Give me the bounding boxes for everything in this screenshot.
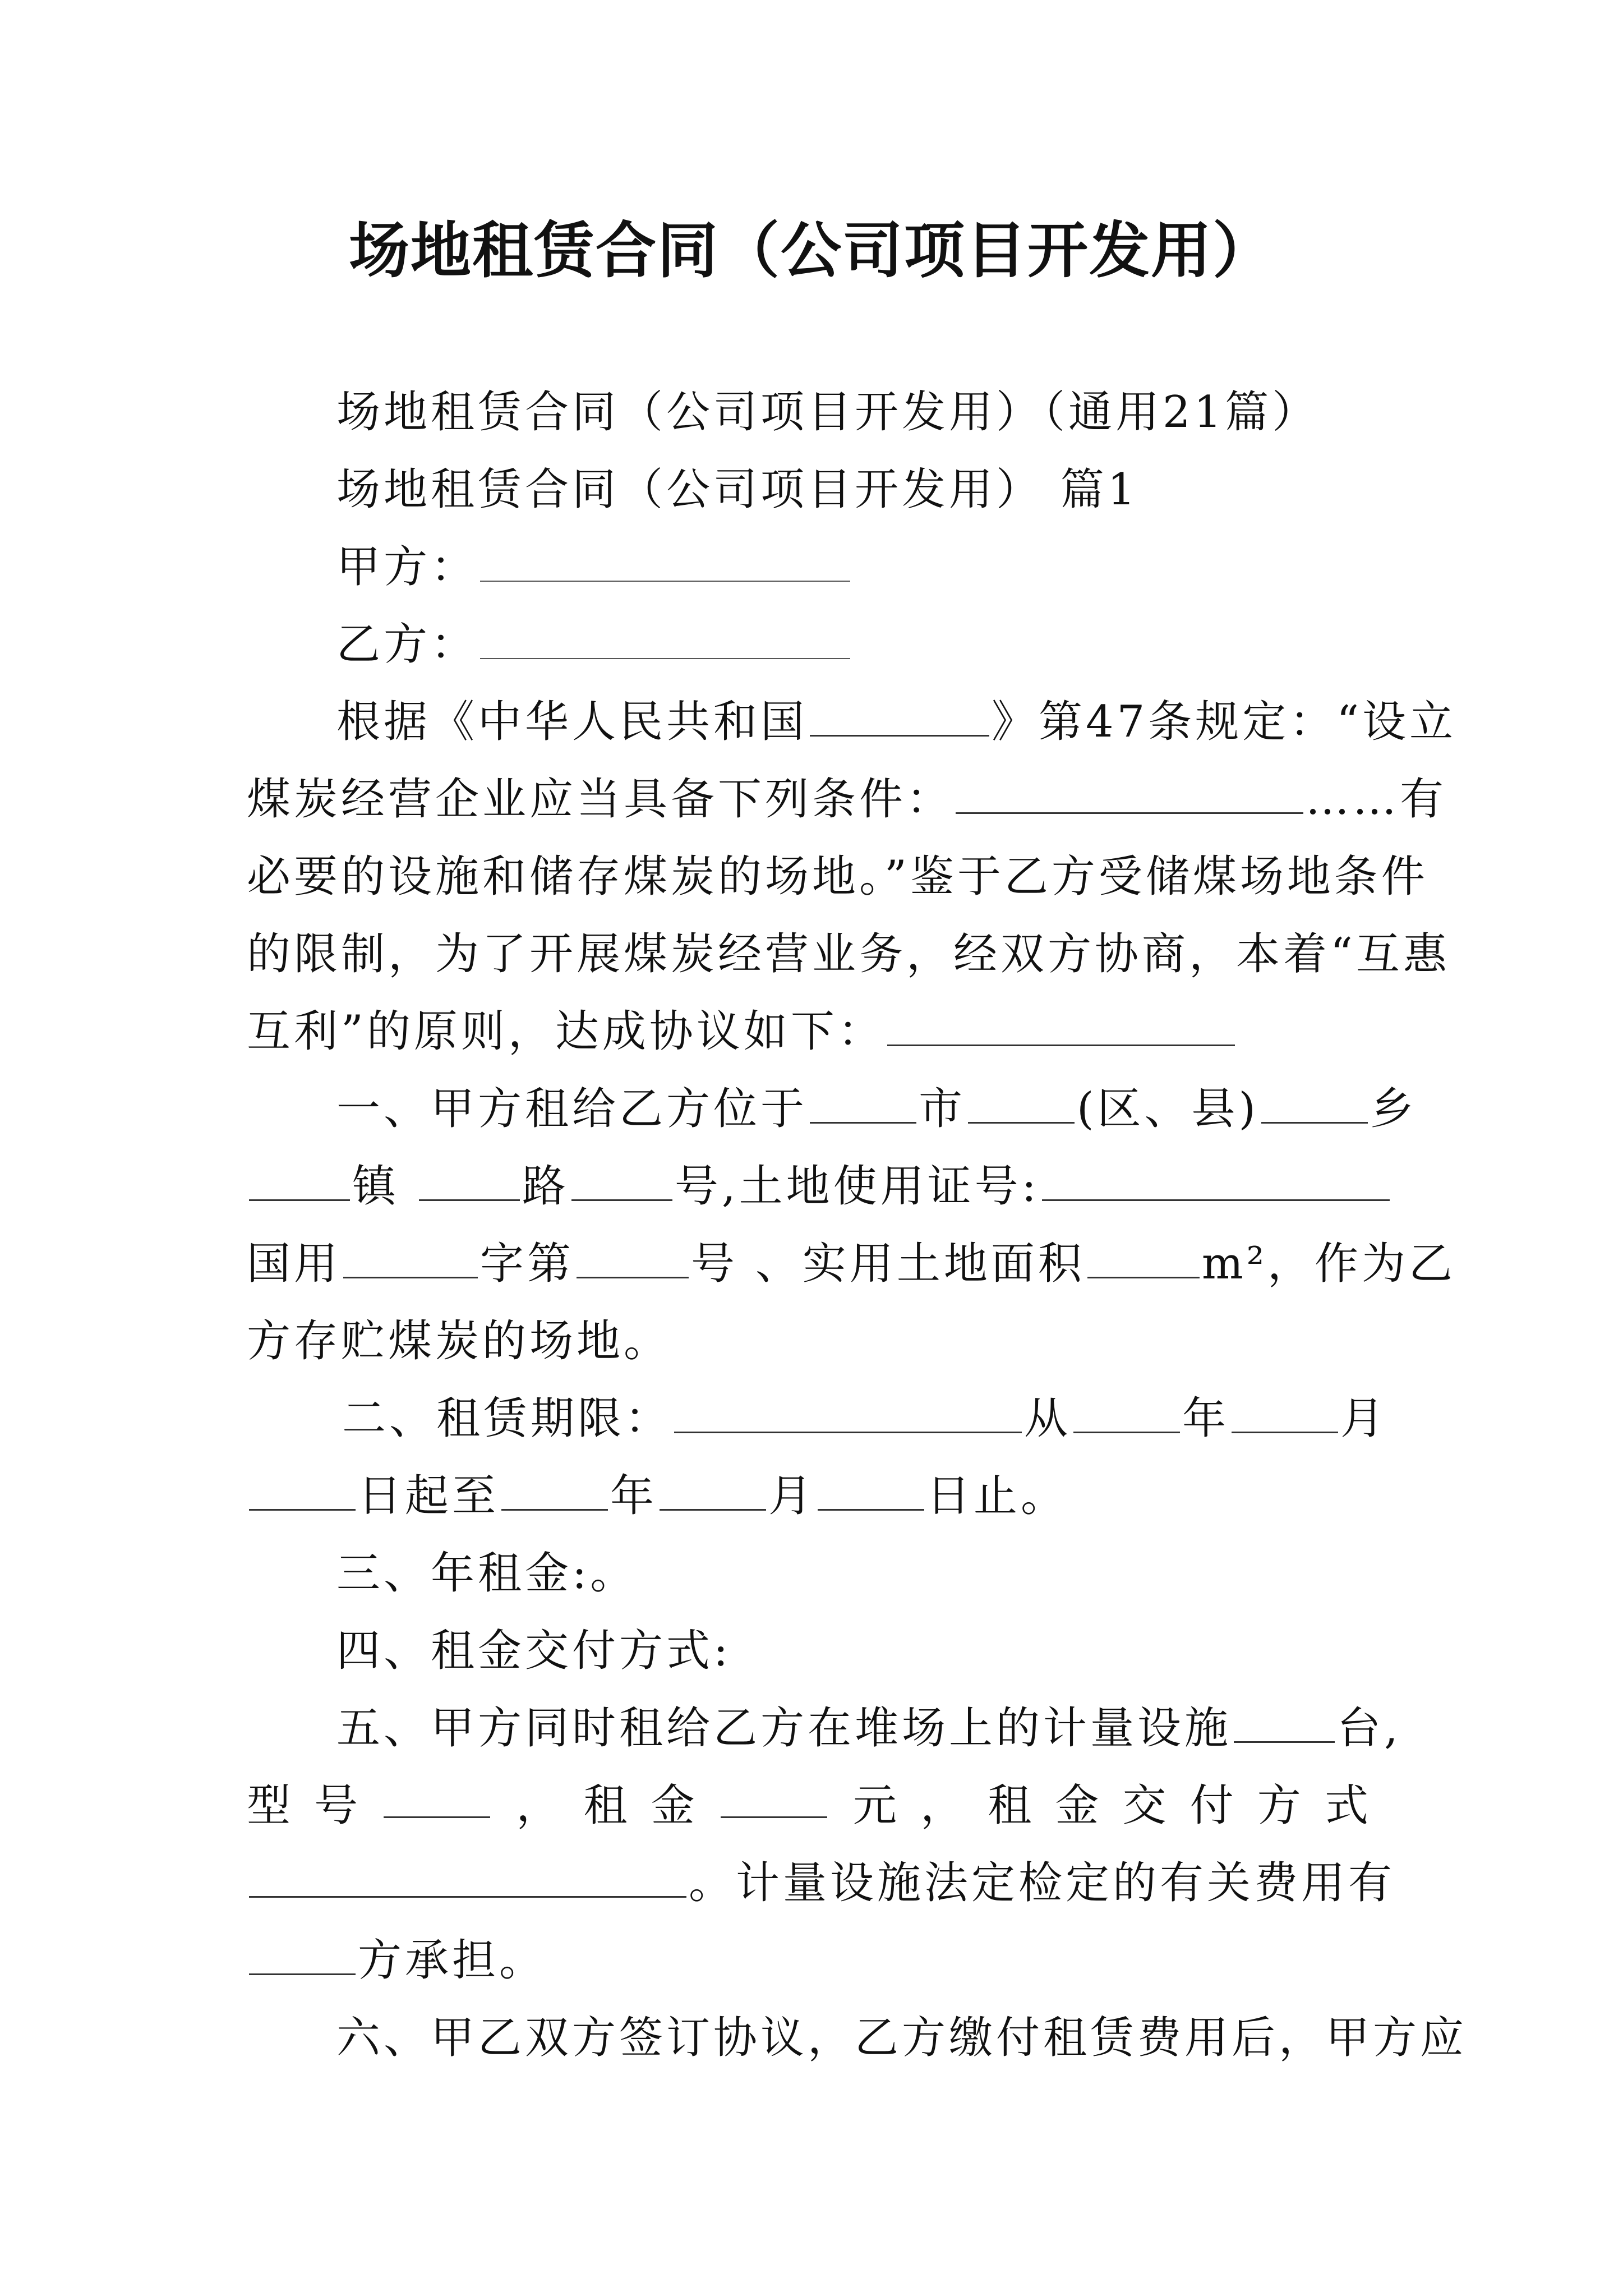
clause-text: 租 xyxy=(583,1780,628,1831)
law-name-blank xyxy=(810,693,989,737)
clause-text: 年 xyxy=(610,1471,658,1521)
conditions-blank xyxy=(956,771,1303,814)
clause-text: 付 xyxy=(1189,1780,1234,1831)
party-b-line xyxy=(336,614,852,675)
clause-text: 国用 xyxy=(247,1239,342,1289)
clause-3: 三、年租金:。 xyxy=(336,1548,638,1599)
clause-text: 路 xyxy=(522,1161,569,1212)
document-title: 场地租赁合同（公司项目开发用） xyxy=(348,215,1274,286)
party-a-line xyxy=(336,536,852,598)
clause-text: 五、甲方同时租给乙方在堆场上的计量设施 xyxy=(336,1703,1232,1754)
term-blank xyxy=(674,1390,1022,1433)
intro-text: 互利”的原则，达成协议如下： xyxy=(247,1006,885,1057)
payment-method-blank xyxy=(249,1855,686,1898)
clause-5-line-4 xyxy=(247,1930,546,1991)
end-day-blank xyxy=(818,1467,924,1511)
clause-text: 乡 xyxy=(1370,1084,1417,1134)
clause-text: 日起至 xyxy=(358,1471,500,1521)
clause-text: 日止。 xyxy=(926,1471,1068,1521)
clause-text: 月 xyxy=(1340,1393,1388,1444)
town-blank xyxy=(249,1158,350,1201)
clause-2-line-1 xyxy=(342,1388,1387,1450)
clause-text: ， xyxy=(516,1780,560,1831)
township-blank xyxy=(1261,1080,1368,1124)
model-blank xyxy=(384,1775,490,1818)
clause-text: (区、县) xyxy=(1077,1084,1259,1134)
clause-text: 字第 xyxy=(480,1239,575,1289)
clause-text: 方承担。 xyxy=(358,1935,547,1986)
device-count-blank xyxy=(1234,1700,1335,1743)
document-subtitle: 场地租赁合同（公司项目开发用）（通用21篇） xyxy=(336,387,1320,438)
clause-text: 市 xyxy=(919,1084,966,1134)
clause-text: 二、租赁期限： xyxy=(342,1393,672,1444)
serial-blank xyxy=(577,1235,689,1278)
intro-text: 根据《中华人民共和国 xyxy=(336,697,808,747)
section-heading: 场地租赁合同（公司项目开发用） 篇1 xyxy=(336,464,1139,515)
intro-line-5 xyxy=(247,1001,1237,1062)
intro-text: 》第47条规定：“设立 xyxy=(992,697,1457,747)
clause-text: 。计量设施法定检定的有关费用有 xyxy=(689,1858,1396,1908)
intro-text: ……有 xyxy=(1306,774,1447,825)
clause-6: 六、甲乙双方签订协议，乙方缴付租赁费用后，甲方应 xyxy=(336,2013,1468,2063)
end-year-blank xyxy=(501,1467,608,1511)
area-blank xyxy=(1087,1235,1200,1278)
clause-2-line-2 xyxy=(247,1465,1068,1527)
clause-5-line-2 xyxy=(247,1775,1368,1837)
clause-text: 镇 xyxy=(352,1161,400,1212)
party-a-label: 甲方： xyxy=(336,542,478,592)
road-blank xyxy=(419,1158,520,1201)
intro-line-4: 的限制，为了开展煤炭经营业务，经双方协商，本着“互惠 xyxy=(247,929,1450,979)
clause-text: 式 xyxy=(1324,1780,1368,1831)
guoyong-blank xyxy=(343,1235,478,1278)
clause-5-line-3 xyxy=(247,1852,1395,1914)
intro-line-2 xyxy=(247,769,1447,830)
clause-text: 台, xyxy=(1337,1703,1401,1754)
clause-text: 号 xyxy=(314,1780,358,1831)
clause-text: 金 xyxy=(1055,1780,1099,1831)
clause-text: 号,土地使用证号: xyxy=(674,1161,1040,1212)
clause-text: 年 xyxy=(1182,1393,1230,1444)
clause-text: 租 xyxy=(988,1780,1032,1831)
clause-text: 型 xyxy=(247,1780,291,1831)
land-cert-blank xyxy=(1042,1158,1390,1201)
district-blank xyxy=(968,1080,1075,1124)
clause-text: 交 xyxy=(1122,1780,1166,1831)
clause-text: m²，作为乙 xyxy=(1201,1239,1456,1289)
agreement-blank xyxy=(887,1003,1235,1046)
rent-amount-blank xyxy=(721,1775,827,1818)
clause-text: 从 xyxy=(1024,1393,1072,1444)
number-blank xyxy=(571,1158,672,1201)
intro-line-1 xyxy=(336,691,1456,753)
clause-text: 号 、实用土地面积 xyxy=(691,1239,1085,1289)
clause-text: 一、甲方租给乙方位于 xyxy=(336,1084,808,1134)
party-b-blank xyxy=(480,616,850,659)
intro-text: 煤炭经营企业应当具备下列条件： xyxy=(247,774,954,825)
start-month-blank xyxy=(1232,1390,1338,1433)
city-blank xyxy=(810,1080,916,1124)
clause-text: 方 xyxy=(1257,1780,1301,1831)
clause-1-line-1 xyxy=(336,1078,1417,1140)
intro-line-3: 必要的设施和储存煤炭的场地。”鉴于乙方受储煤场地条件 xyxy=(247,852,1428,902)
clause-1-line-2 xyxy=(247,1156,1392,1217)
clause-5-line-1 xyxy=(336,1697,1401,1759)
end-month-blank xyxy=(660,1467,766,1511)
clause-text: 月 xyxy=(768,1471,816,1521)
clause-text: 金 xyxy=(651,1780,695,1831)
responsible-party-blank xyxy=(249,1932,356,1975)
clause-1-line-4: 方存贮煤炭的场地。 xyxy=(247,1316,671,1366)
party-a-blank xyxy=(480,539,850,582)
party-b-label: 乙方： xyxy=(336,619,478,670)
clause-text: 元 xyxy=(852,1780,897,1831)
start-day-blank xyxy=(249,1467,356,1511)
start-year-blank xyxy=(1073,1390,1180,1433)
clause-1-line-3 xyxy=(247,1233,1456,1295)
clause-4: 四、租金交付方式: xyxy=(336,1626,732,1676)
clause-text: ， xyxy=(920,1780,965,1831)
